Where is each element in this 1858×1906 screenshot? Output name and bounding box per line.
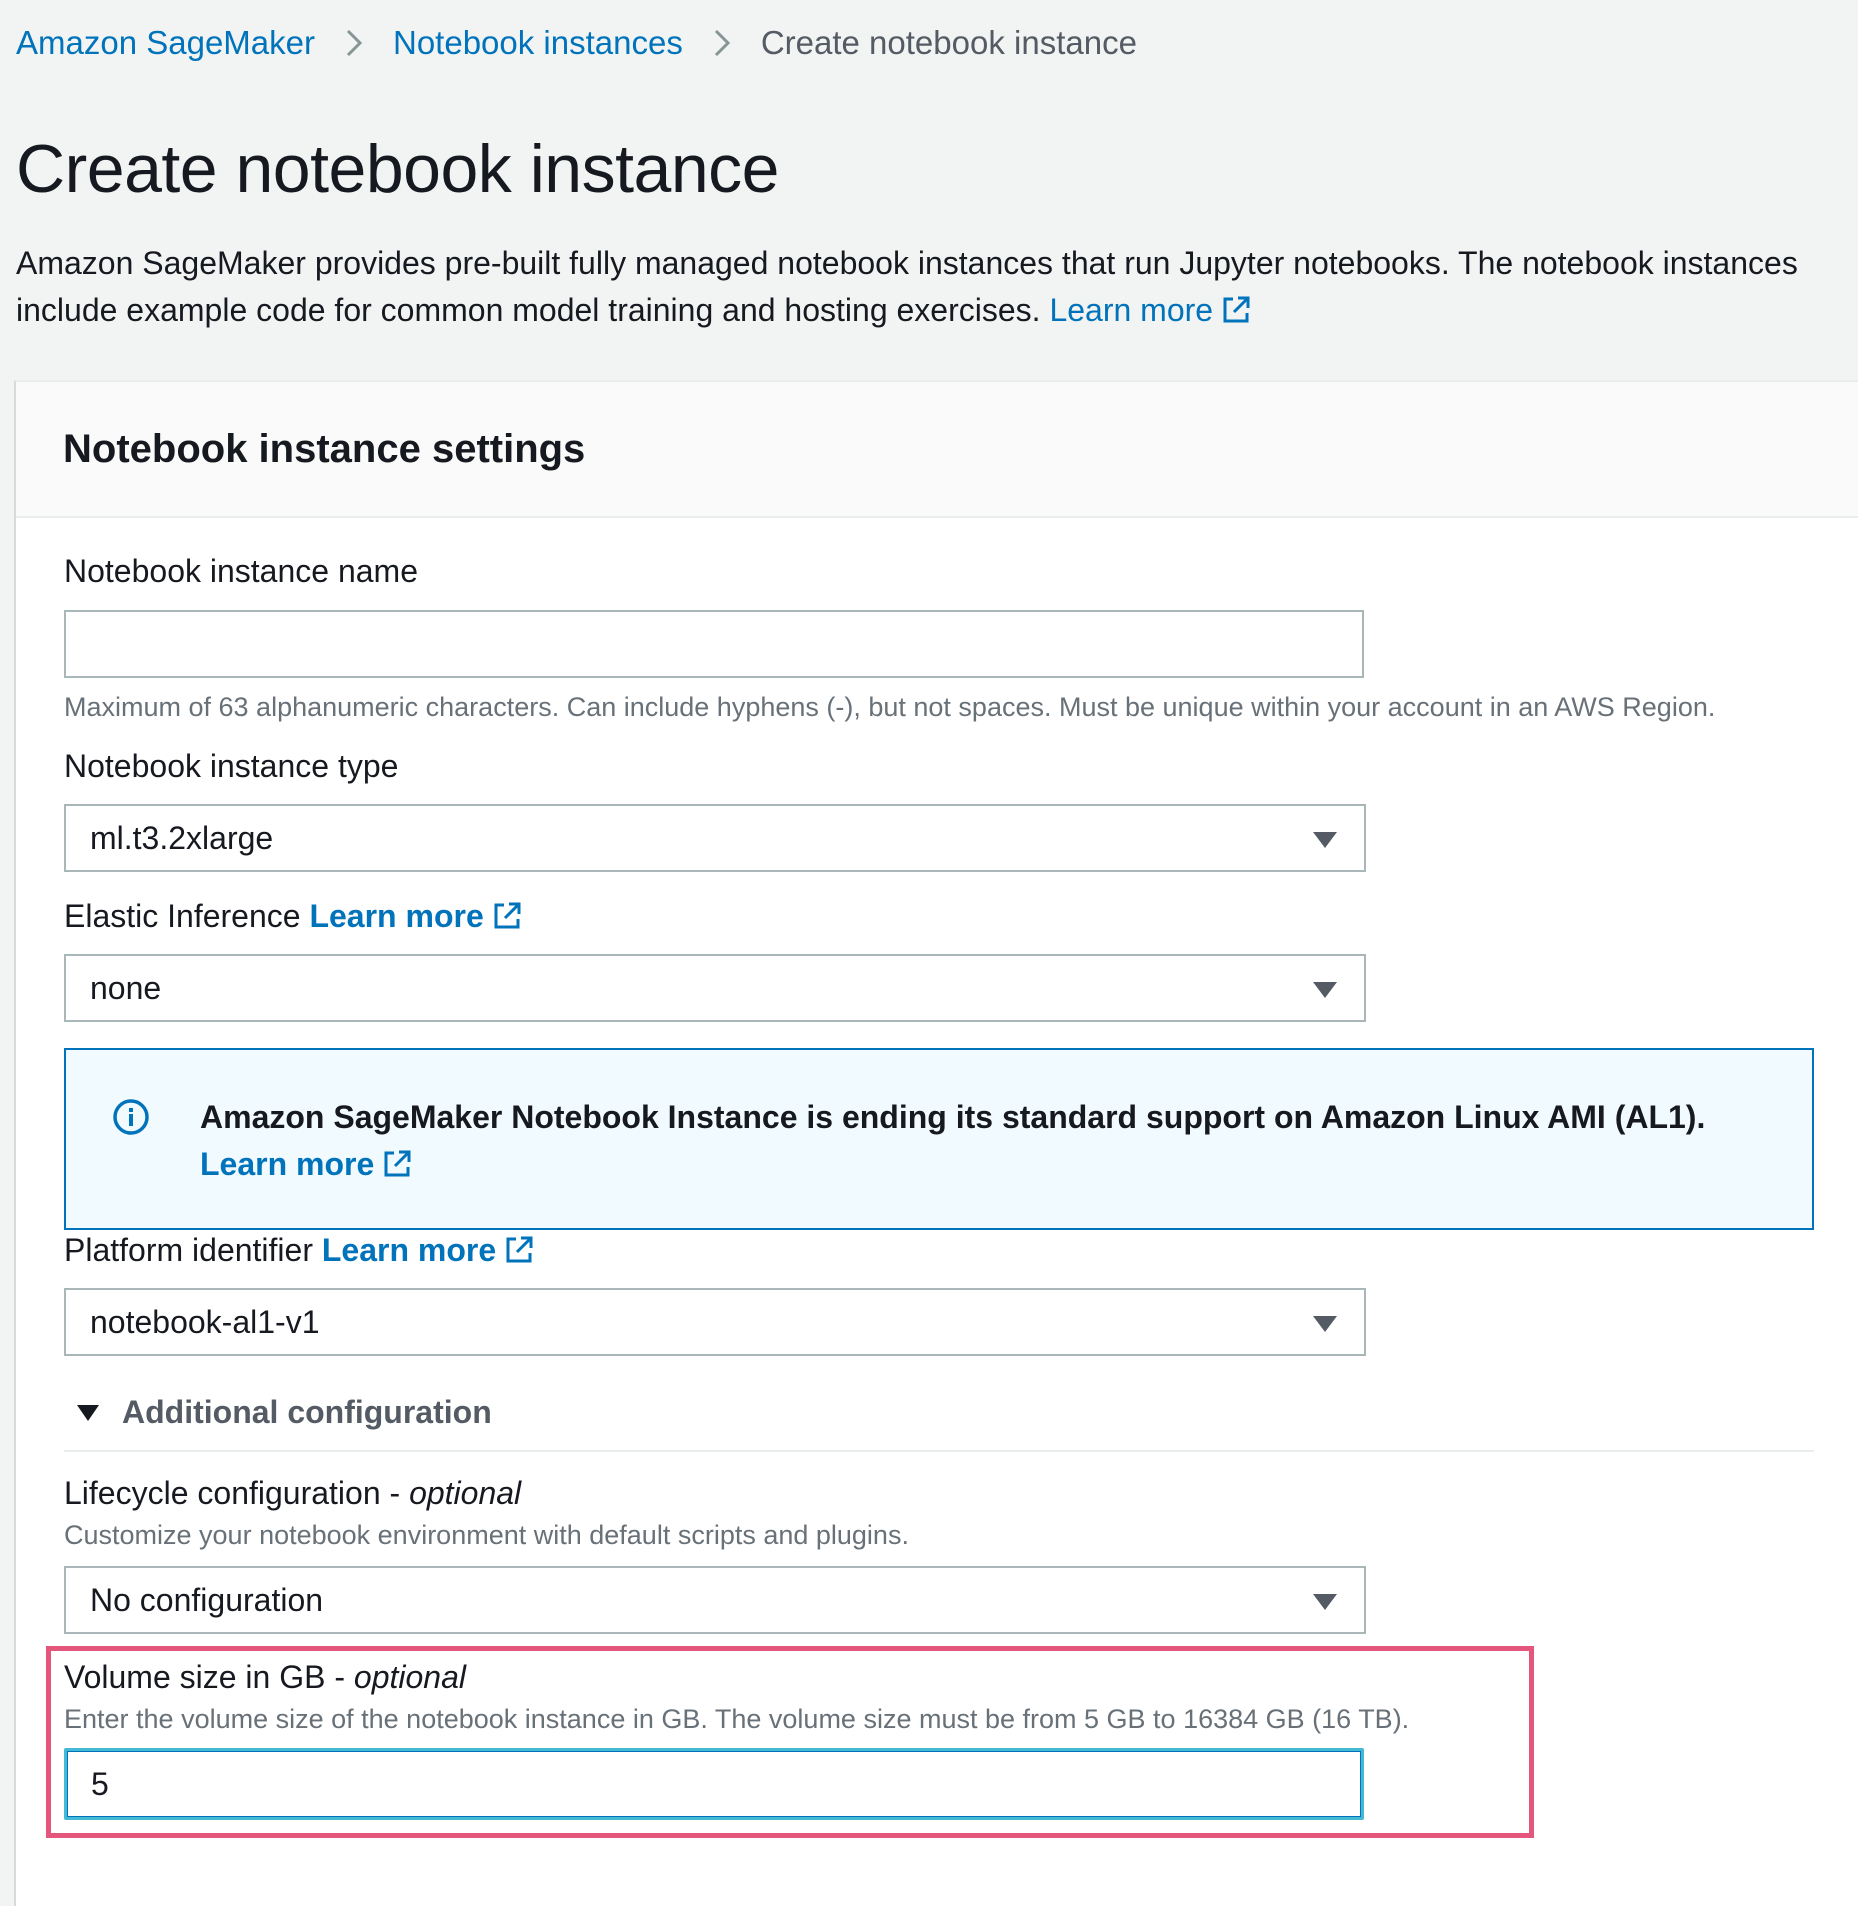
- instance-name-input[interactable]: [64, 610, 1364, 678]
- breadcrumb-current: Create notebook instance: [760, 24, 1137, 61]
- page-title: Create notebook instance: [16, 131, 779, 207]
- volume-size-label: Volume size in GB - optional: [64, 1659, 466, 1695]
- breadcrumb-notebook-instances[interactable]: Notebook instances: [392, 24, 683, 61]
- caret-down-icon: [76, 1404, 100, 1422]
- instance-type-value: ml.t3.2xlarge: [90, 819, 274, 856]
- lifecycle-configuration-select[interactable]: [64, 1566, 1366, 1634]
- volume-size-input[interactable]: [64, 1748, 1364, 1820]
- additional-configuration-label: Additional configuration: [122, 1394, 492, 1430]
- page-description: [16, 240, 1846, 338]
- volume-size-description: Enter the volume size of the notebook instance in GB. The volume size must be from 5 GB to 16384 GB (16 TB).: [64, 1704, 1410, 1734]
- platform-identifier-value: notebook-al1-v1: [90, 1303, 320, 1340]
- lifecycle-configuration-label-text: Lifecycle configuration: [64, 1475, 381, 1511]
- chevron-right-icon: [345, 28, 363, 58]
- lifecycle-configuration-value: No configuration: [90, 1581, 324, 1618]
- volume-size-optional-tag: optional: [353, 1659, 466, 1695]
- caret-down-icon: [1312, 820, 1338, 857]
- al1-support-info-alert: [64, 1048, 1814, 1230]
- caret-down-icon: [1312, 1582, 1338, 1619]
- elastic-inference-label-text: Elastic Inference: [64, 898, 301, 934]
- platform-identifier-learn-more-link[interactable]: [322, 1232, 534, 1268]
- chevron-right-icon: [713, 28, 731, 58]
- external-link-icon: [492, 901, 522, 939]
- lifecycle-optional-tag: optional: [409, 1475, 522, 1511]
- alert-text: Amazon SageMaker Notebook Instance is ending its standard support on Amazon Linux AMI (AL1).: [200, 1099, 1706, 1135]
- platform-identifier-label: [64, 1232, 534, 1273]
- instance-name-constraint: Maximum of 63 alphanumeric characters. Can include hyphens (-), but not spaces. Must be unique within your account in an AWS Region.: [64, 692, 1716, 722]
- page-description-text: Amazon SageMaker provides pre-built fully managed notebook instances that run Jupyter notebooks. The notebook instances include example code for common model training and hosting exercises.: [16, 245, 1798, 328]
- elastic-inference-learn-more-link[interactable]: [309, 898, 521, 934]
- caret-down-icon: [1312, 970, 1338, 1007]
- additional-configuration-toggle[interactable]: [76, 1394, 492, 1431]
- instance-type-label: Notebook instance type: [64, 748, 399, 784]
- elastic-inference-label: [64, 898, 522, 939]
- external-link-icon: [504, 1235, 534, 1273]
- divider: [64, 1450, 1814, 1452]
- learn-more-link[interactable]: [1049, 292, 1251, 328]
- elastic-inference-learn-more-label: Learn more: [309, 898, 484, 934]
- instance-name-label: Notebook instance name: [64, 553, 418, 589]
- elastic-inference-value: none: [90, 969, 162, 1006]
- alert-learn-more-link[interactable]: [200, 1146, 412, 1182]
- elastic-inference-select[interactable]: [64, 954, 1366, 1022]
- external-link-icon: [382, 1145, 412, 1192]
- breadcrumb-amazon-sagemaker[interactable]: Amazon SageMaker: [16, 24, 315, 61]
- breadcrumb: [16, 24, 1137, 62]
- platform-identifier-learn-more-label: Learn more: [321, 1232, 497, 1268]
- lifecycle-configuration-label: Lifecycle configuration - optional: [64, 1475, 522, 1511]
- volume-size-label-text: Volume size in GB: [64, 1659, 326, 1695]
- info-icon: [112, 1098, 150, 1149]
- notebook-instance-settings-panel: [14, 380, 1858, 1906]
- external-link-icon: [1221, 291, 1251, 338]
- learn-more-label: Learn more: [1049, 292, 1214, 328]
- lifecycle-configuration-description: Customize your notebook environment with default scripts and plugins.: [64, 1520, 909, 1550]
- caret-down-icon: [1312, 1304, 1338, 1341]
- panel-header: [16, 382, 1858, 518]
- platform-identifier-select[interactable]: [64, 1288, 1366, 1356]
- panel-title: Notebook instance settings: [63, 426, 586, 471]
- instance-type-select[interactable]: [64, 804, 1366, 872]
- alert-learn-more-label: Learn more: [200, 1146, 375, 1182]
- platform-identifier-label-text: Platform identifier: [64, 1232, 313, 1268]
